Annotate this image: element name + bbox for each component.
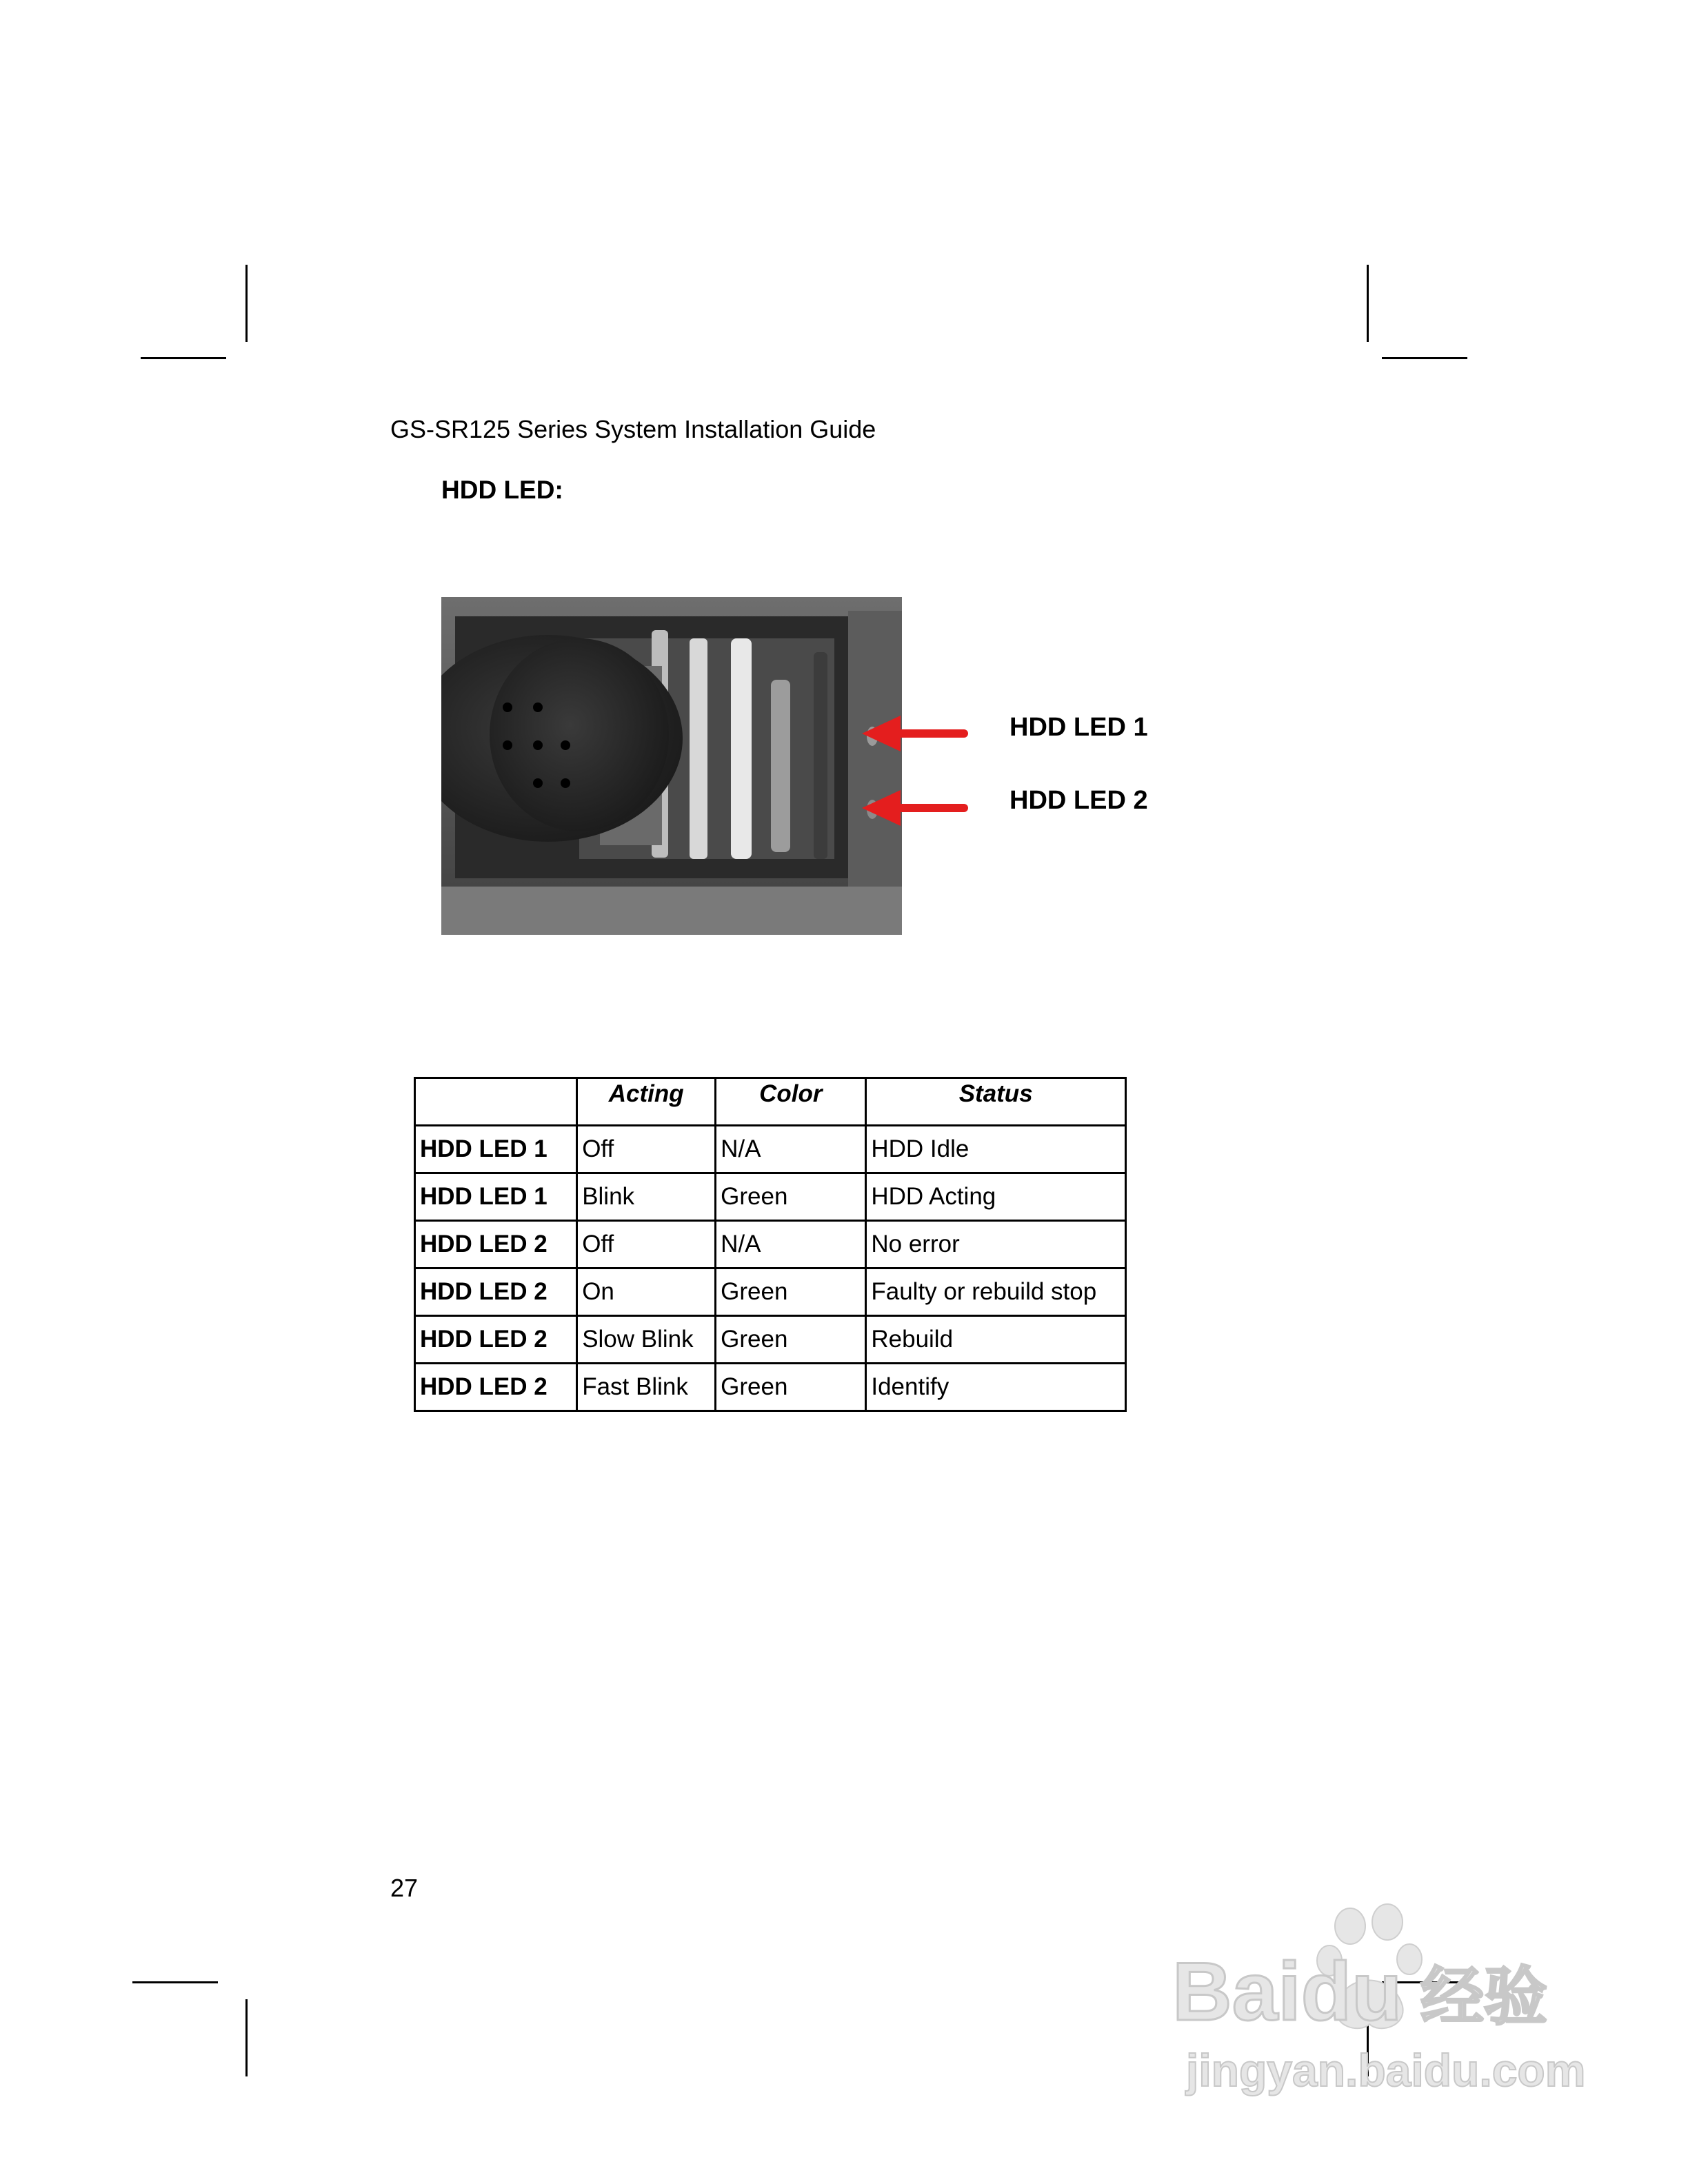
table-row [415,1126,1126,1173]
table-cell: HDD Acting [866,1173,1126,1221]
table-cell: Off [577,1126,716,1173]
crop-mark-top-right-horizontal [1382,357,1467,359]
table-cell: HDD LED 2 [415,1364,577,1411]
table-cell: Green [716,1364,866,1411]
table-cell: N/A [716,1126,866,1173]
table-cell: HDD Idle [866,1126,1126,1173]
table-row [415,1316,1126,1364]
page-number: 27 [390,1874,419,1902]
arrow-icon [862,789,972,827]
section-title: HDD LED: [441,476,563,504]
arrow-icon [862,714,972,753]
table-row [415,1221,1126,1268]
table-cell: Blink [577,1173,716,1221]
table-header-cell: Status [866,1078,1126,1126]
crop-mark-top-left-vertical [245,265,248,342]
table-cell: On [577,1268,716,1316]
table-cell: No error [866,1221,1126,1268]
watermark-brand-cn: 经验 [1420,1960,1548,2034]
table-cell: HDD LED 1 [415,1173,577,1221]
table-cell: Faulty or rebuild stop [866,1268,1126,1316]
table-cell: N/A [716,1221,866,1268]
table-cell: Green [716,1268,866,1316]
table-row [415,1268,1126,1316]
table-header-cell [415,1078,577,1126]
table-cell: HDD LED 2 [415,1316,577,1364]
table-cell: HDD LED 2 [415,1221,577,1268]
watermark-url: jingyan.baidu.com [1186,2045,1586,2096]
table-cell: Slow Blink [577,1316,716,1364]
table-cell: Identify [866,1364,1126,1411]
hdd-bay-photo [441,597,902,935]
crop-mark-top-left-horizontal [141,357,226,359]
table-cell: Green [716,1173,866,1221]
crop-mark-bottom-left-vertical [245,1999,248,2076]
table-cell: HDD LED 2 [415,1268,577,1316]
table-row [415,1173,1126,1221]
baidu-watermark-logo [1172,1903,1600,2110]
table-header-cell: Color [716,1078,866,1126]
page-header-title: GS-SR125 Series System Installation Guide [390,415,876,443]
table-row [415,1364,1126,1411]
table-header-row [415,1078,1126,1126]
hdd-led-1-label: HDD LED 1 [1009,713,1148,742]
table-header-cell: Acting [577,1078,716,1126]
watermark-brand: Baidu [1172,1945,1403,2038]
table-cell: Rebuild [866,1316,1126,1364]
table-cell: Green [716,1316,866,1364]
table-cell: Fast Blink [577,1364,716,1411]
crop-mark-top-right-vertical [1367,265,1369,342]
hdd-led-status-table [414,1077,1127,1412]
table-cell: Off [577,1221,716,1268]
hdd-led-2-label: HDD LED 2 [1009,786,1148,815]
crop-mark-bottom-left-horizontal [132,1981,218,1983]
table-cell: HDD LED 1 [415,1126,577,1173]
